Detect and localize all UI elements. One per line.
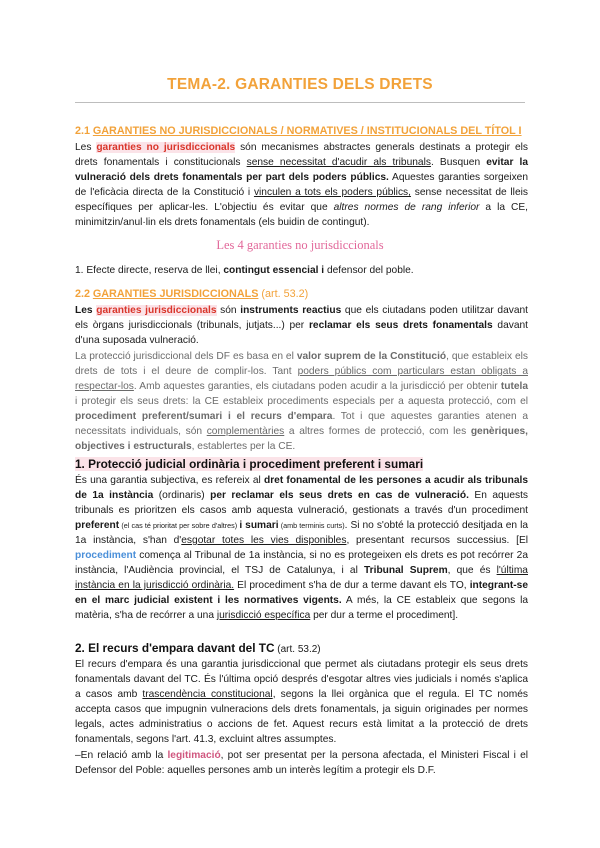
- pink-subtitle: Les 4 garanties no jurisdiccionals: [216, 238, 384, 252]
- blue-term: procediment: [75, 550, 137, 561]
- underlined-text: complementàries: [206, 426, 285, 437]
- title-divider: [75, 102, 525, 103]
- text-run: (ordinaris): [153, 490, 211, 501]
- text-run: . Amb aquestes garanties, els ciutadans poden acudir a la jurisdicció per obtenir: [133, 381, 501, 392]
- bold-text: Tribunal Suprem: [363, 565, 448, 576]
- section-2-2-number: 2.2: [75, 288, 91, 300]
- section-2-1-title: GARANTIES NO JURISDICCIONALS / NORMATIVES / INSTITUCIONALS DEL TÍTOL I: [92, 125, 522, 137]
- subsection-1-title: 1. Protecció judicial ordinària i procediment preferent i sumari: [75, 457, 424, 471]
- magenta-term: legitimació: [167, 750, 221, 761]
- text-run: , segons la llei orgànica que el regula. El TC només accepta casos que impugnin vulneracions dels drets fonamentals, ja siguin originades per normes legals, actes administratius o accions de fet. Aquest recurs està limitat a la protecció de drets fonamentals, segons l'art. 41.3, excluint altres assumptes.: [75, 689, 528, 745]
- section-2-2-title: GARANTIES JURISDICCIONALS: [92, 288, 259, 300]
- underlined-text: l'última instància en la jurisdicció ordinària.: [75, 565, 528, 591]
- highlight-term: garanties jurisdiccionals: [96, 305, 217, 316]
- text-run: 1. Efecte directe, reserva de llei,: [75, 265, 224, 276]
- subsection-2-article: (art. 53.2): [274, 644, 321, 655]
- subsection-1-paragraph: [75, 473, 528, 623]
- section-2-2-heading: [75, 287, 528, 302]
- text-run: a altres formes de protecció, com les: [284, 426, 471, 437]
- underlined-text: esgotar totes les vies disponibles: [181, 535, 347, 546]
- bold-text: per reclamar els seus drets en cas de vulneració.: [210, 490, 469, 501]
- bold-text: reclamar els seus drets fonamentals: [308, 320, 493, 331]
- section-2-1-paragraph: [75, 140, 528, 230]
- subsection-2-paragraph: [75, 657, 528, 747]
- underlined-text: vinculen a tots els poders públics,: [253, 187, 411, 198]
- page-title: TEMA-2. GARANTIES DELS DRETS: [167, 76, 433, 93]
- text-run: sense necessitat de lleis específiques per aplicar-les. L'objectiu és evitar que: [75, 187, 528, 213]
- text-run: És una garantia subjectiva, es refereix al: [75, 475, 264, 486]
- text-run: , que estableix els drets de tots i el deure de complir-los. Tant: [75, 351, 528, 377]
- text-run: davant d'una suposada vulneració.: [75, 320, 528, 346]
- bold-text: evitar la vulneració dels drets fonamentals per part dels poders públics.: [75, 157, 528, 183]
- bold-text: procediment preferent/sumari i el recurs d'empara: [75, 411, 333, 422]
- bold-text: i sumari: [239, 520, 279, 531]
- bold-text: contingut essencial i: [223, 265, 325, 276]
- section-2-1-heading: [75, 124, 528, 139]
- text-run: defensor del poble.: [324, 265, 414, 276]
- text-run: , presentant recursos successius. [El: [346, 535, 529, 546]
- bold-text: instruments reactius: [240, 305, 342, 316]
- bold-text: genèriques, objectives i estructurals: [75, 426, 528, 452]
- section-2-2-paragraph-1: [75, 303, 528, 348]
- section-2-2-paragraph-2: [75, 349, 528, 454]
- text-run: són: [216, 305, 241, 316]
- bold-text: valor suprem de la Constitució: [296, 351, 447, 362]
- subsection-2-title: 2. El recurs d'empara davant del TC: [75, 641, 275, 655]
- text-run: que els ciutadans poden utilitzar davant els òrgans jurisdiccionals (tribunals, jutjats...) per: [75, 305, 528, 331]
- text-run: són mecanismes abstractes generals destinats a protegir els drets fonamentals i constitucionals: [75, 142, 528, 168]
- section-2-1-number: 2.1: [75, 125, 91, 137]
- text-run: , pot ser presentat per la persona afectada, el Ministeri Fiscal i el Defensor del Poble: aquelles persones amb un interès legítim a protegir els D.F.: [75, 750, 528, 776]
- text-run: Les: [75, 142, 97, 153]
- text-run: En aquests tribunals es prioritzen els casos amb aquesta vulneració, gestionats a través d'un procediment: [75, 490, 529, 516]
- small-text: (amb terminis curts): [278, 521, 345, 530]
- bold-text: dret fonamental de les persones a acudir als tribunals de 1a instància: [75, 475, 528, 501]
- section-2-2-article: (art. 53.2): [258, 288, 309, 300]
- legitimation-paragraph: [75, 748, 528, 778]
- guarantees-list: [75, 263, 528, 278]
- text-run: i protegir els seus drets: la CE estableix procediments especials per a aquesta protecció, com el: [75, 396, 528, 407]
- text-run: comença al Tribunal de 1a instància, si no es protegeixen els drets es pot recórrer 2a instància, l'Audiència provincial, el TSJ de Catalunya, i al: [75, 550, 528, 576]
- text-run: La protecció jurisdiccional dels DF es basa en el: [75, 351, 297, 362]
- bold-text: preferent: [75, 520, 120, 531]
- underlined-text: sense necessitat d'acudir als tribunals: [246, 157, 431, 168]
- highlight-term: garanties no jurisdiccionals: [96, 142, 236, 153]
- text-run: per dur a terme el procediment].: [310, 610, 459, 621]
- bold-text: tutela: [500, 381, 528, 392]
- underlined-text: poders públics com particulars estan obligats a respectar-los: [75, 366, 528, 392]
- text-run: A més, la CE estableix que segons la matèria, s'ha de recórrer a una: [75, 595, 528, 621]
- bold-text: Les: [75, 305, 97, 316]
- bold-text: integrant-se en el marc judicial existent i les normatives vigents.: [75, 580, 528, 606]
- text-run: . Si no s'obté la protecció desitjada en la 1a instància, s'han d': [75, 520, 528, 546]
- subsection-1-heading: [75, 457, 528, 473]
- text-run: El recurs d'empara és una garantia jurisdiccional que permet als ciutadans protegir els seus drets fonamentals davant del TC. És l'última opció després d'esgotar altres vies judicials i només s'aplica a casos amb: [75, 659, 528, 700]
- underlined-text: trascendència constitucional: [142, 689, 273, 700]
- text-run: . Tot i que aquestes garanties atenen a necessitats individuals, són: [75, 411, 528, 437]
- text-run: , que és: [447, 565, 497, 576]
- text-run: . Busquen: [430, 157, 487, 168]
- italic-text: altres normes de rang inferior: [333, 202, 480, 213]
- subsection-2-heading: [75, 641, 528, 657]
- text-run: El procediment s'ha de dur a terme davant els TO,: [234, 580, 470, 591]
- text-run: –En relació amb la: [75, 750, 168, 761]
- small-text: (el cas té prioritat per sobre d'altres): [119, 521, 240, 530]
- underlined-text: jurisdicció específica: [216, 610, 311, 621]
- text-run: a la CE, minimitzin/anul·lin els drets fonamentals (els buidin de contingut).: [75, 202, 528, 228]
- text-run: Aquestes garanties sorgeixen de l'eficàcia directa de la Constitució i: [75, 172, 528, 198]
- text-run: , establertes per la CE.: [191, 441, 296, 452]
